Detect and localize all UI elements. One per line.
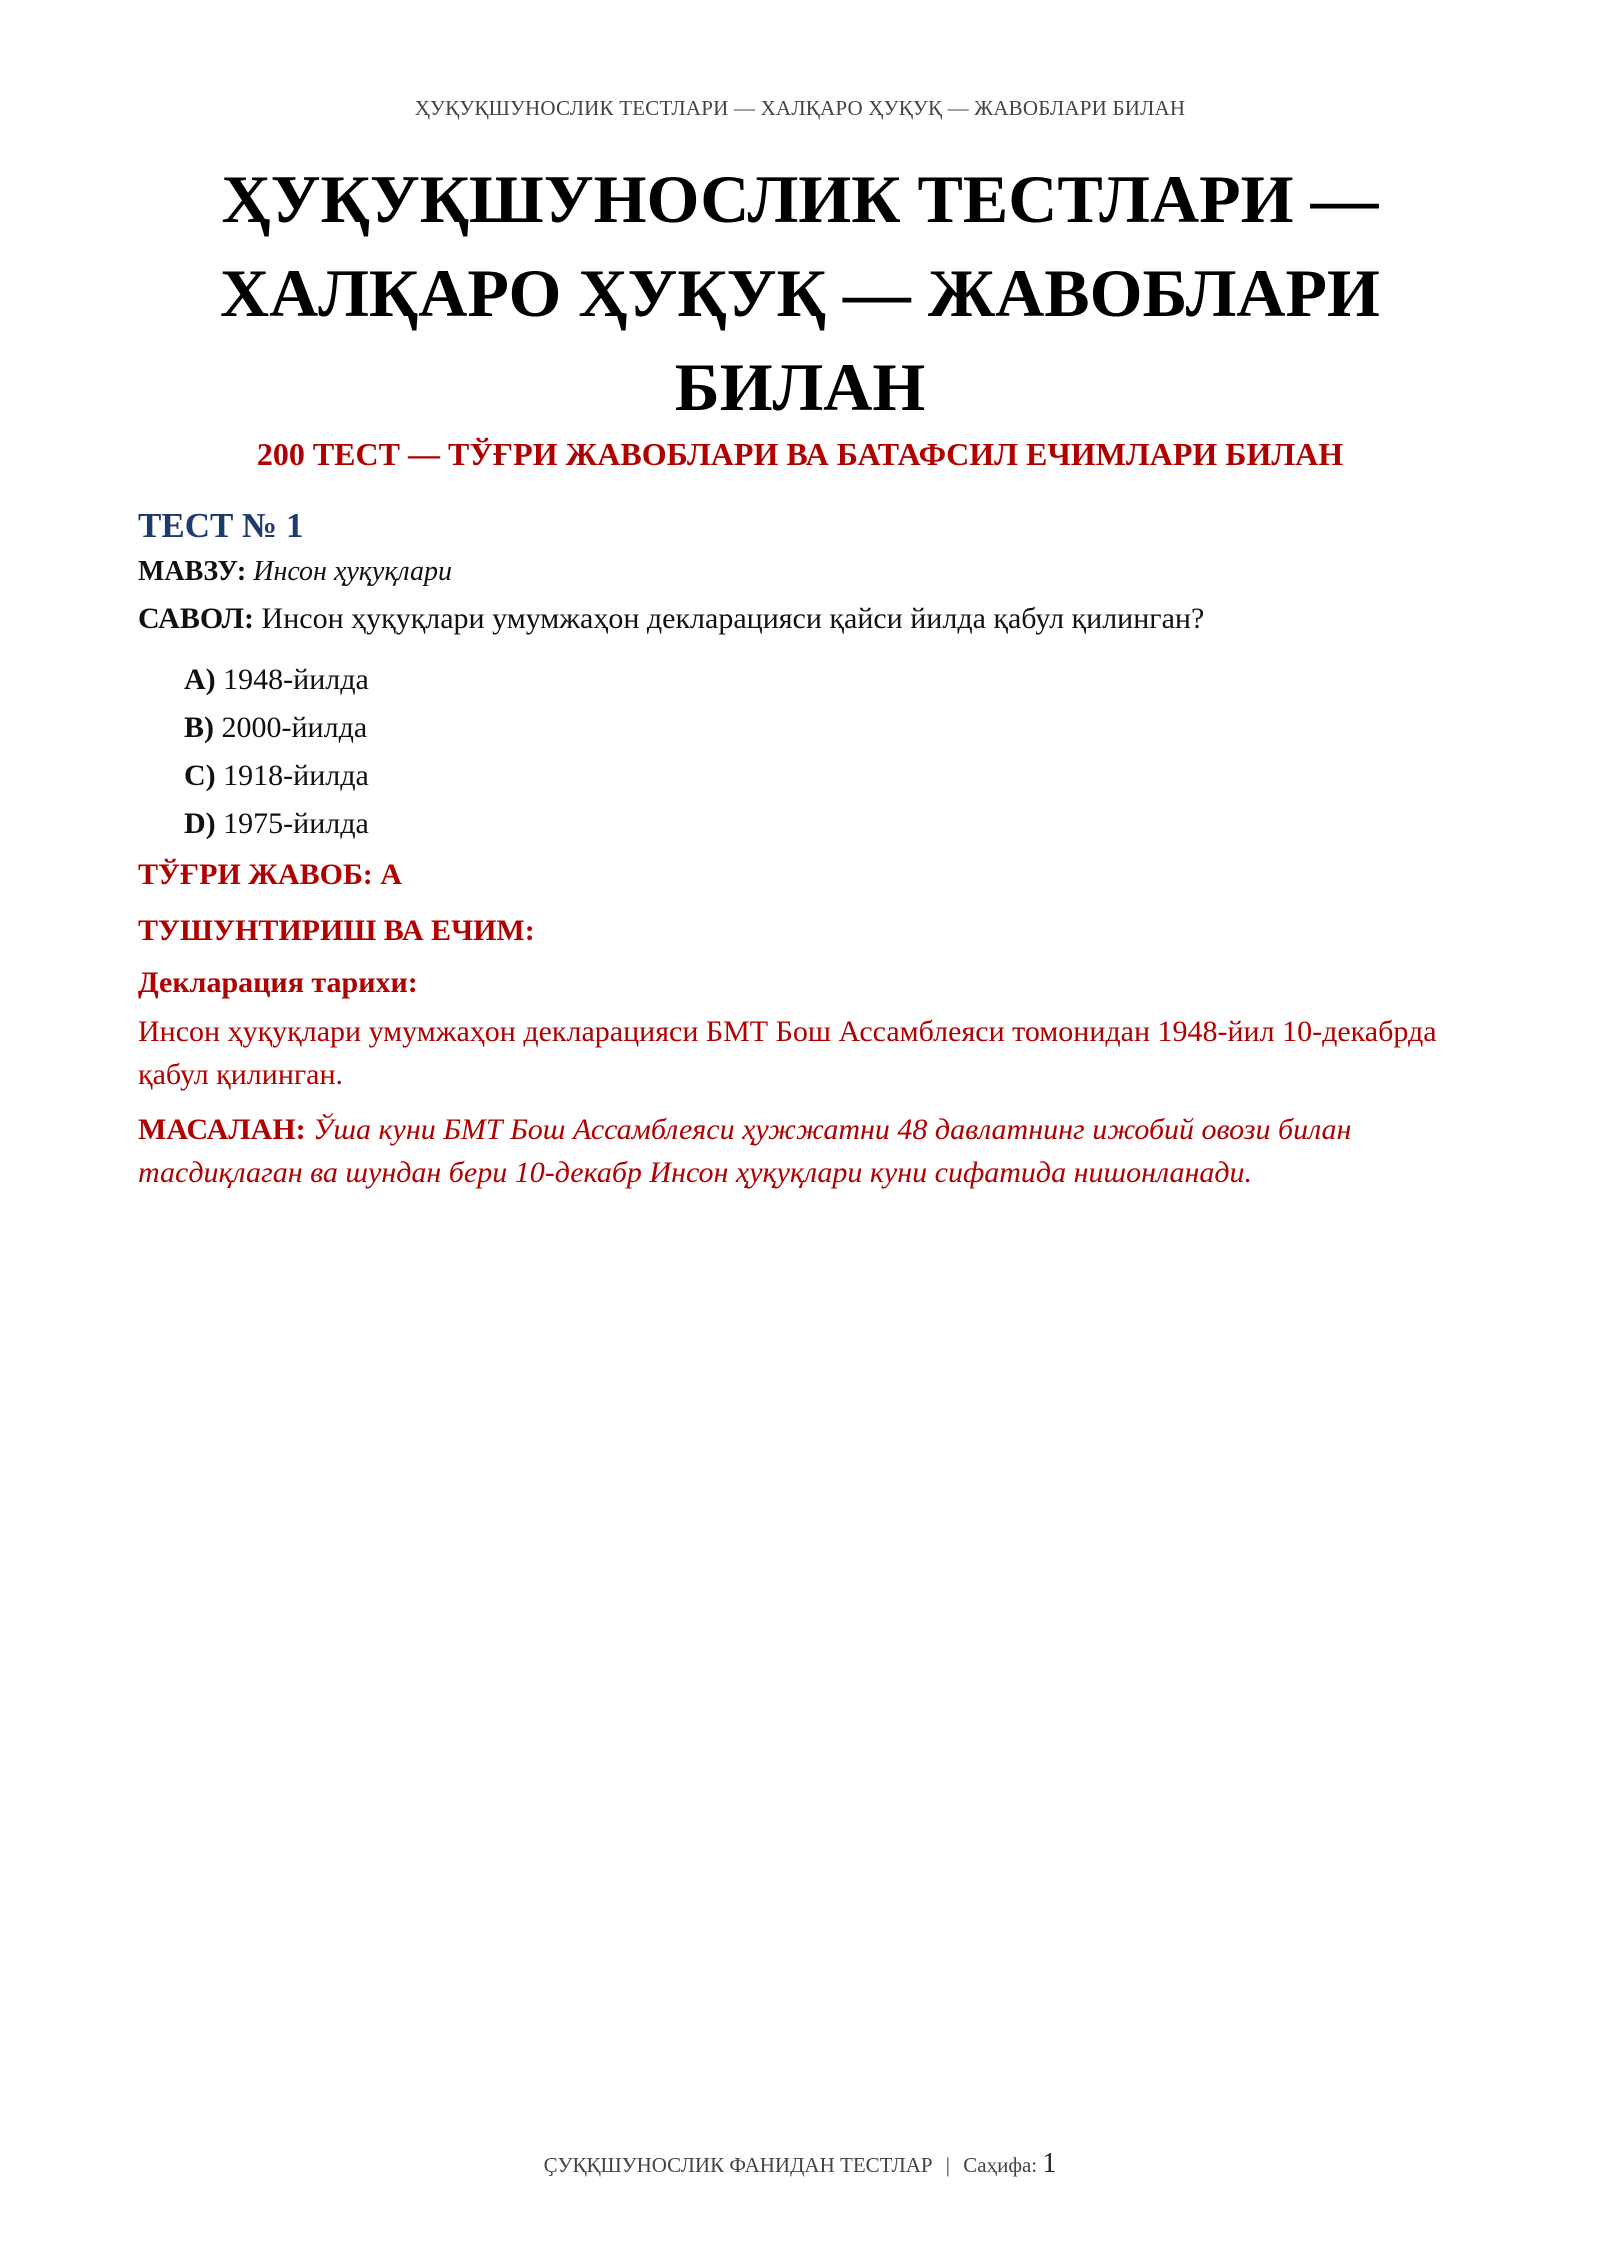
correct-answer: ТЎҒРИ ЖАВОБ: A [138,858,402,891]
option-letter: D) [184,807,216,840]
page-label: Саҳифа: [963,2153,1038,2177]
option-letter: A) [184,663,216,696]
example-paragraph [138,1108,1468,1194]
option-text: 1948-йилда [223,663,369,696]
question-line [138,602,1468,636]
title-line-2: ХАЛҚАРО ҲУҚУҚ — ЖАВОБЛАРИ [220,255,1380,331]
option-c [184,752,1468,800]
footer-separator: | [945,2153,951,2177]
test-block [138,506,1468,1206]
topic-value: Инсон ҳуқуқлари [253,556,452,587]
answer-options [138,656,1468,848]
topic-label: МАВЗУ: [138,556,247,587]
option-text: 2000-йилда [221,711,368,744]
example-text: Ўша куни БМТ Бош Ассамблеяси ҳужжатни 48 давлатнинг ижобий овози билан тасдиқлаган ва шундан бери 10-декабр Инсон ҳуқуқлари куни сифатида нишонланади. [138,1113,1352,1189]
title-line-1: ҲУҚУҚШУНОСЛИК ТЕСТЛАРИ — [221,161,1379,237]
footer-text: ҪУҚҚШУНОСЛИК ФАНИДАН ТЕСТЛАР [543,2153,933,2177]
option-b [184,704,1468,752]
option-text: 1975-йилда [223,807,369,840]
subsection-heading: Декларация тарихи: [138,966,418,999]
question-label: САВОЛ: [138,602,255,635]
option-d [184,800,1468,848]
option-text: 1918-йилда [223,759,369,792]
option-a [184,656,1468,704]
option-letter: C) [184,759,216,792]
document-title [170,152,1430,434]
running-footer [0,2148,1600,2180]
explanation-heading: ТУШУНТИРИШ ВА ЕЧИМ: [138,914,535,947]
topic-line [138,556,1468,588]
test-number: ТЕСТ № 1 [138,506,304,545]
example-label: МАСАЛАН: [138,1113,306,1146]
running-header: ҲУҚУҚШУНОСЛИК ТЕСТЛАРИ — ХАЛҚАРО ҲУҚУҚ — ЖАВОБЛАРИ БИЛАН [414,96,1186,120]
title-line-3: БИЛАН [674,349,926,425]
option-letter: B) [184,711,214,744]
document-subtitle: 200 ТЕСТ — ТЎҒРИ ЖАВОБЛАРИ ВА БАТАФСИЛ ЕЧИМЛАРИ БИЛАН [256,436,1344,472]
question-text: Инсон ҳуқуқлари умумжаҳон декларацияси қайси йилда қабул қилинган? [261,602,1205,635]
explanation-text: Инсон ҳуқуқлари умумжаҳон декларацияси БМТ Бош Ассамблеяси томонидан 1948-йил 10-декабрда қабул қилинган. [138,1015,1437,1091]
page-number: 1 [1042,2148,1057,2179]
